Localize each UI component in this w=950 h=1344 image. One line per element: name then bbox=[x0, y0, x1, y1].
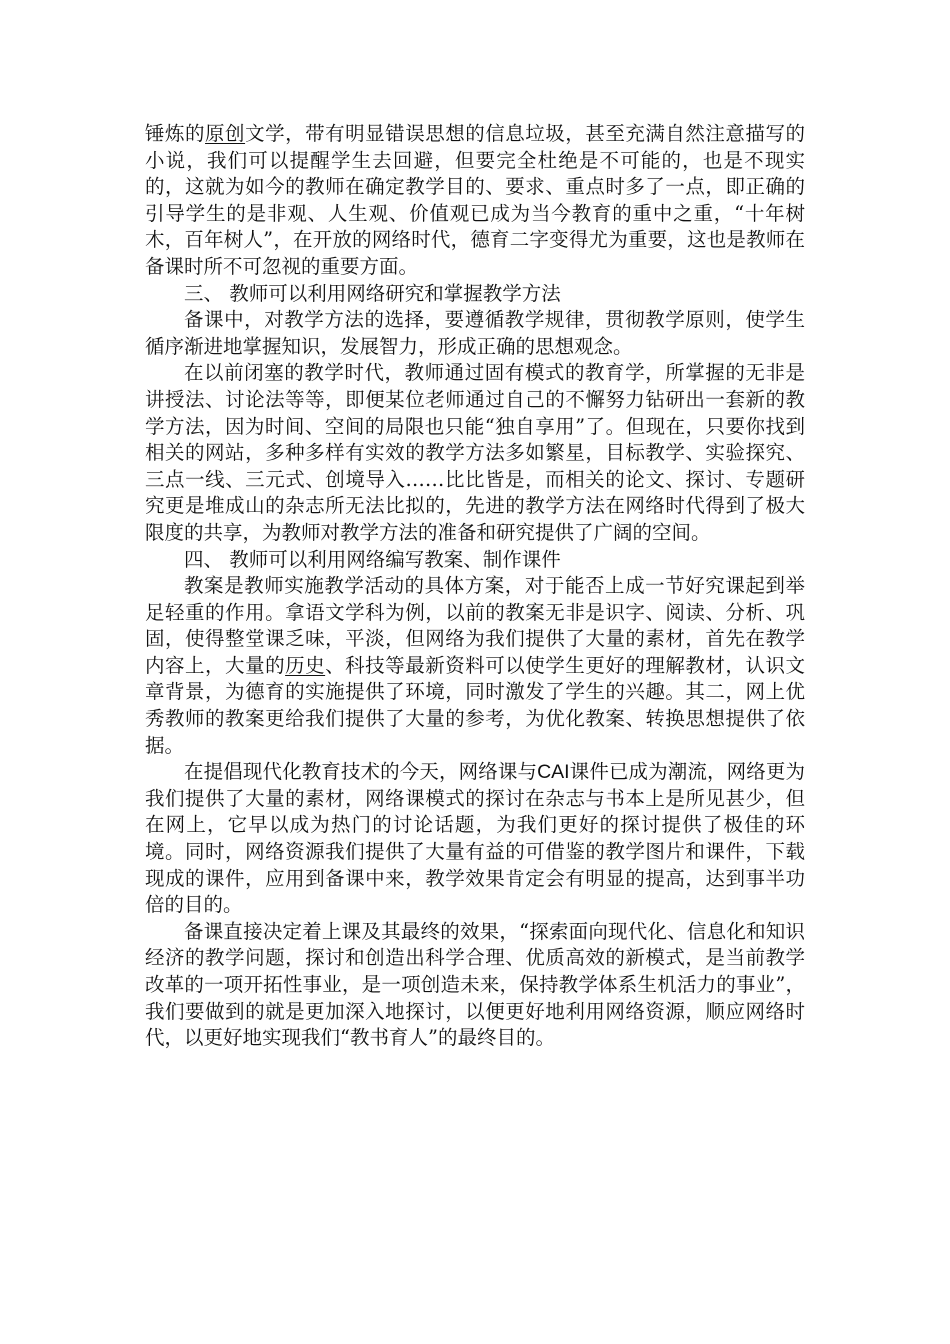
paragraph bbox=[145, 360, 805, 546]
text-run: 教案是教师实施教学活动的具体方案，对于能否上成一节好究课起到举足轻重的作用。拿语文学科为例，以前的教案无非是识字、阅读、分析、巩固，使得整堂课乏味，平淡，但网络为我们提供了大量的素材，首先在教学内容上，大量的 bbox=[145, 574, 805, 677]
latin-term: CAI bbox=[537, 761, 570, 784]
text-run: 锤炼的 bbox=[145, 122, 206, 145]
underlined-term: 历史 bbox=[285, 653, 326, 677]
text-run: 备课中，对教学方法的选择，要遵循教学规律，贯彻教学原则，使学生循序渐进地掌握知识，发展智力，形成正确的思想观念。 bbox=[145, 308, 805, 358]
text-run: 、科技等最新资料可以使学生更好的理解教材，认识文章背景，为德育的实施提供了环境，同时激发了学生的兴趣。其二，网上优秀教师的教案更给我们提供了大量的参考，为优化教案、转换思想提供了依据。 bbox=[145, 653, 805, 757]
paragraph bbox=[145, 759, 805, 919]
underlined-term: 原创 bbox=[205, 122, 246, 145]
heading-text: 三、 教师可以利用网络研究和掌握教学方法 bbox=[184, 281, 561, 305]
heading-text: 四、 教师可以利用网络编写教案、制作课件 bbox=[184, 547, 561, 571]
document-body bbox=[145, 121, 805, 1052]
text-run: 课件已成为潮流，网络更为我们提供了大量的素材，网络课模式的探讨在杂志与书本上是所见甚少，但在网上，它早以成为热门的讨论话题，为我们更好的探讨提供了极佳的环境。同时，网络资源我们提供了大量有益的可借鉴的教学图片和课件，下载现成的课件，应用到备课中来，教学效果肯定会有明显的提高，达到事半功倍的目的。 bbox=[145, 760, 805, 917]
text-run: 文学，带有明显错误思想的信息垃圾，甚至充满自然注意描写的小说，我们可以提醒学生去回避，但要完全杜绝是不可能的，也是不现实的，这就为如今的教师在确定教学目的、要求、重点时多了一点，即正确的引导学生的是非观、人生观、价值观已成为当今教育的重中之重，“十年树木，百年树人”，在开放的网络时代，德育二字变得尤为重要，这也是教师在备课时所不可忽视的重要方面。 bbox=[145, 122, 805, 278]
paragraph bbox=[145, 573, 805, 759]
text-run: 在提倡现代化教育技术的今天，网络课与 bbox=[184, 760, 538, 784]
text-run: 在以前闭塞的教学时代，教师通过固有模式的教育学，所掌握的无非是讲授法、讨论法等等，即便某位老师通过自己的不懈努力钻研出一套新的教学方法，因为时间、空间的局限也只能“独自享用”了。但现在，只要你找到相关的网站，多种多样有实效的教学方法多如繁星，目标教学、实验探究、三点一线、三元式、创境导入……比比皆是，而相关的论文、探讨、专题研究更是堆成山的杂志所无法比拟的，先进的教学方法在网络时代得到了极大限度的共享，为教师对教学方法的准备和研究提供了广阔的空间。 bbox=[145, 361, 805, 544]
paragraph-continuation bbox=[145, 121, 805, 281]
section-heading-3 bbox=[145, 281, 805, 308]
paragraph bbox=[145, 307, 805, 360]
paragraph bbox=[145, 919, 805, 1052]
text-run: 备课直接决定着上课及其最终的效果，“探索面向现代化、信息化和知识经济的教学问题，探讨和创造出科学合理、优质高效的新模式，是当前教学改革的一项开拓性事业，是一项创造未来，保持教学体系生机活力的事业”，我们要做到的就是更加深入地探讨，以便更好地利用网络资源，顺应网络时代，以更好地实现我们“教书育人”的最终目的。 bbox=[145, 919, 805, 1050]
section-heading-4 bbox=[145, 547, 805, 574]
